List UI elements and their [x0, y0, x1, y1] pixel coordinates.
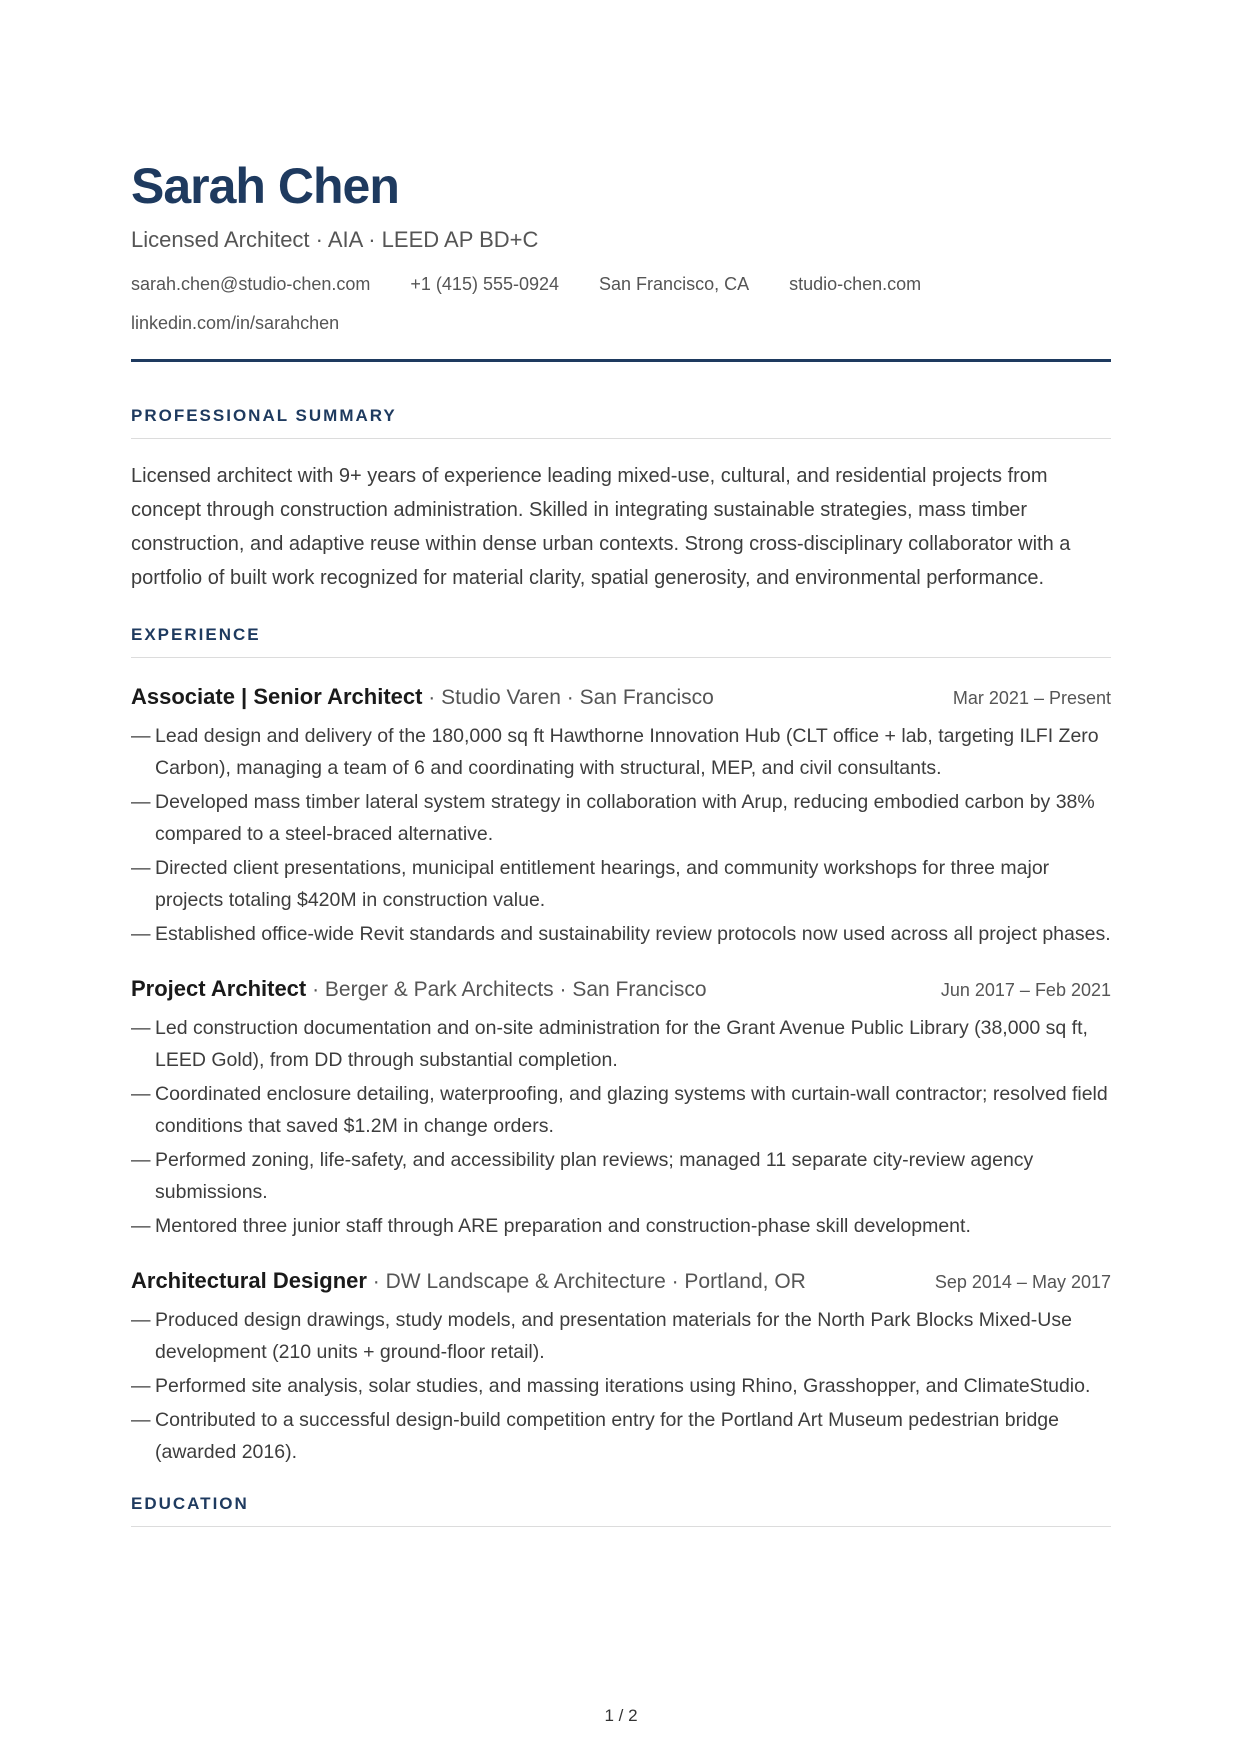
experience-list [131, 684, 1111, 1468]
dash-bullet-icon: — [131, 1016, 151, 1039]
job-bullets [131, 1304, 1111, 1468]
dash-bullet-icon: — [131, 1082, 151, 1105]
job-dates: Jun 2017 – Feb 2021 [940, 979, 1111, 1000]
job-entry [131, 976, 1111, 1242]
job-title: Architectural Designer [131, 1267, 367, 1293]
job-header [131, 684, 1111, 710]
contact-phone[interactable]: +1 (415) 555-0924 [410, 273, 560, 294]
job-bullet-text: Established office-wide Revit standards and sustainability review protocols now used across all project phases. [155, 922, 1111, 945]
job-bullets [131, 1012, 1111, 1242]
job-bullet [131, 1078, 1111, 1142]
dash-bullet-icon: — [131, 1148, 151, 1171]
dash-bullet-icon: — [131, 1408, 151, 1431]
contact-linkedin[interactable]: linkedin.com/in/sarahchen [131, 312, 340, 333]
job-header [131, 1268, 1111, 1294]
dash-bullet-icon: — [131, 856, 151, 879]
job-title-line [131, 976, 707, 1002]
contact-location: San Francisco, CA [599, 273, 750, 294]
job-bullet-text: Performed site analysis, solar studies, and massing iterations using Rhino, Grasshopper, and ClimateStudio. [155, 1374, 1091, 1397]
job-bullet-text: Performed zoning, life-safety, and accessibility plan reviews; managed 11 separate city-review agency submissions. [155, 1148, 1034, 1203]
job-bullet [131, 1304, 1111, 1368]
summary-text: Licensed architect with 9+ years of experience leading mixed-use, cultural, and residential projects from concept through construction administration. Skilled in integrating sustainable strategies, mass timber construction, and adaptive reuse within dense urban contexts. Strong cross-disciplinary collaborator with a portfolio of built work recognized for material clarity, spatial generosity, and environmental performance. [131, 464, 1071, 589]
contact-email[interactable]: sarah.chen@studio-chen.com [131, 273, 371, 294]
header-divider [131, 359, 1111, 362]
experience-heading: EXPERIENCE [131, 624, 261, 644]
job-bullet-text: Produced design drawings, study models, and presentation materials for the North Park Blocks Mixed-Use development (210 units + ground-floor retail). [155, 1308, 1072, 1363]
education-section [131, 1494, 1111, 1527]
contact-website[interactable]: studio-chen.com [789, 273, 922, 294]
candidate-name: Sarah Chen [131, 158, 399, 214]
job-bullet-text: Contributed to a successful design-build competition entry for the Portland Art Museum pedestrian bridge (awarded 2016). [155, 1408, 1059, 1463]
job-bullet-text: Mentored three junior staff through ARE preparation and construction-phase skill development. [155, 1214, 971, 1237]
job-bullet [131, 720, 1111, 784]
dash-bullet-icon: — [131, 1214, 151, 1237]
page-number: 1 / 2 [604, 1706, 638, 1725]
job-title-line [131, 684, 714, 710]
job-title: Project Architect [131, 975, 307, 1001]
dash-bullet-icon: — [131, 1308, 151, 1331]
job-bullet [131, 1210, 1111, 1242]
summary-section [131, 406, 1111, 595]
job-bullet [131, 852, 1111, 916]
job-bullet-text: Led construction documentation and on-site administration for the Grant Avenue Public Library (38,000 sq ft, LEED Gold), from DD through substantial completion. [155, 1016, 1088, 1071]
summary-heading: PROFESSIONAL SUMMARY [131, 405, 397, 425]
job-bullets [131, 720, 1111, 950]
job-entry [131, 684, 1111, 950]
dash-bullet-icon: — [131, 1374, 151, 1397]
job-header [131, 976, 1111, 1002]
job-bullet-text: Coordinated enclosure detailing, waterproofing, and glazing systems with curtain-wall contractor; resolved field conditions that saved $1.2M in change orders. [155, 1082, 1108, 1137]
job-bullet [131, 918, 1111, 950]
contact-info [131, 271, 1111, 337]
job-bullet [131, 786, 1111, 850]
job-bullet [131, 1144, 1111, 1208]
job-title-line [131, 1268, 806, 1294]
experience-section [131, 625, 1111, 1468]
section-divider [131, 438, 1111, 439]
section-divider [131, 657, 1111, 658]
job-bullet [131, 1012, 1111, 1076]
job-organization: · Berger & Park Architects · San Francisco [306, 977, 707, 1001]
job-bullet-text: Lead design and delivery of the 180,000 sq ft Hawthorne Innovation Hub (CLT office + lab, targeting ILFI Zero Carbon), managing a team of 6 and coordinating with structural, MEP, and civil consultants. [155, 724, 1099, 779]
section-divider [131, 1526, 1111, 1527]
job-title: Associate | Senior Architect [131, 683, 423, 709]
dash-bullet-icon: — [131, 724, 151, 747]
job-entry [131, 1268, 1111, 1468]
job-bullet [131, 1370, 1111, 1402]
dash-bullet-icon: — [131, 790, 151, 813]
job-bullet-text: Developed mass timber lateral system strategy in collaboration with Arup, reducing embodied carbon by 38% compared to a steel-braced alternative. [155, 790, 1095, 845]
dash-bullet-icon: — [131, 922, 151, 945]
job-organization: · DW Landscape & Architecture · Portland, OR [366, 1269, 806, 1293]
job-dates: Mar 2021 – Present [952, 687, 1111, 708]
job-dates: Sep 2014 – May 2017 [934, 1271, 1111, 1292]
job-bullet [131, 1404, 1111, 1468]
education-heading: EDUCATION [131, 1493, 249, 1513]
resume-page [131, 160, 1111, 1527]
job-bullet-text: Directed client presentations, municipal entitlement hearings, and community workshops for three major projects totaling $420M in construction value. [155, 856, 1050, 911]
job-organization: · Studio Varen · San Francisco [422, 685, 714, 709]
candidate-tagline: Licensed Architect · AIA · LEED AP BD+C [131, 226, 539, 252]
